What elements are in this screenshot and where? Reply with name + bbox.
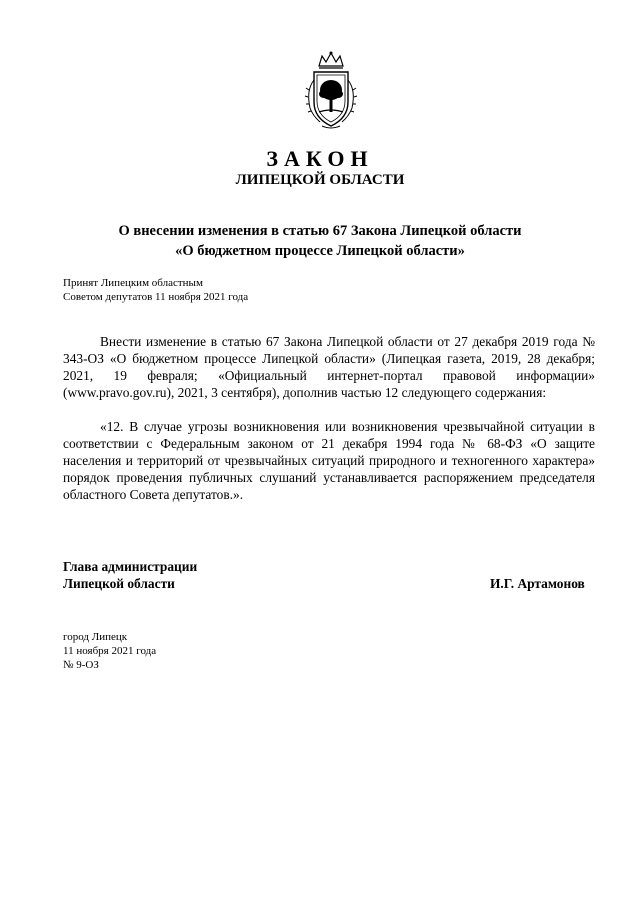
footer-date: 11 ноября 2021 года bbox=[63, 645, 157, 657]
body-paragraph-2 bbox=[63, 418, 595, 503]
region-title: ЛИПЕЦКОЙ ОБЛАСТИ bbox=[235, 172, 405, 188]
signatory-title-line-2: Липецкой области bbox=[63, 576, 175, 591]
law-subject-line-1: О внесении изменения в статью 67 Закона Липецкой области bbox=[118, 223, 522, 239]
body-paragraph-1 bbox=[63, 333, 595, 401]
document-type-title: ЗАКОН bbox=[266, 146, 374, 171]
adoption-note-line-1: Принят Липецким областным bbox=[63, 277, 203, 289]
signatory-title-line-1: Глава администрации bbox=[63, 559, 198, 574]
body-paragraph-1-text: Внести изменение в статью 67 Закона Липецкой области от 27 декабря 2019 года № 343-ОЗ «О бюджетном процессе Липецкой области» (Липецкая газета, 2019, 28 декабря; 2021, 19 февраля; «Официальный интернет-портал правовой информации» (www.pravo.gov.ru), 2021, 3 сентября), дополнив частью 12 следующего содержания: bbox=[63, 334, 595, 400]
body-paragraph-2-text: «12. В случае угрозы возникновения или возникновения чрезвычайной ситуации в соответствии с Федеральным законом от 21 декабря 1994 года № 68-ФЗ «О защите населения и территорий от чрезвычайных ситуаций природного и техногенного характера» порядок проведения публичных слушаний устанавливается распоряжением председателя областного Совета депутатов.». bbox=[63, 419, 595, 502]
coat-of-arms-icon bbox=[300, 50, 362, 132]
signatory-name: И.Г. Артамонов bbox=[490, 576, 585, 591]
footer-law-number: № 9-ОЗ bbox=[63, 659, 99, 671]
footer-city: город Липецк bbox=[63, 631, 128, 643]
law-subject-line-2: «О бюджетном процессе Липецкой области» bbox=[175, 243, 465, 259]
adoption-note-line-2: Советом депутатов 11 ноября 2021 года bbox=[63, 291, 249, 303]
